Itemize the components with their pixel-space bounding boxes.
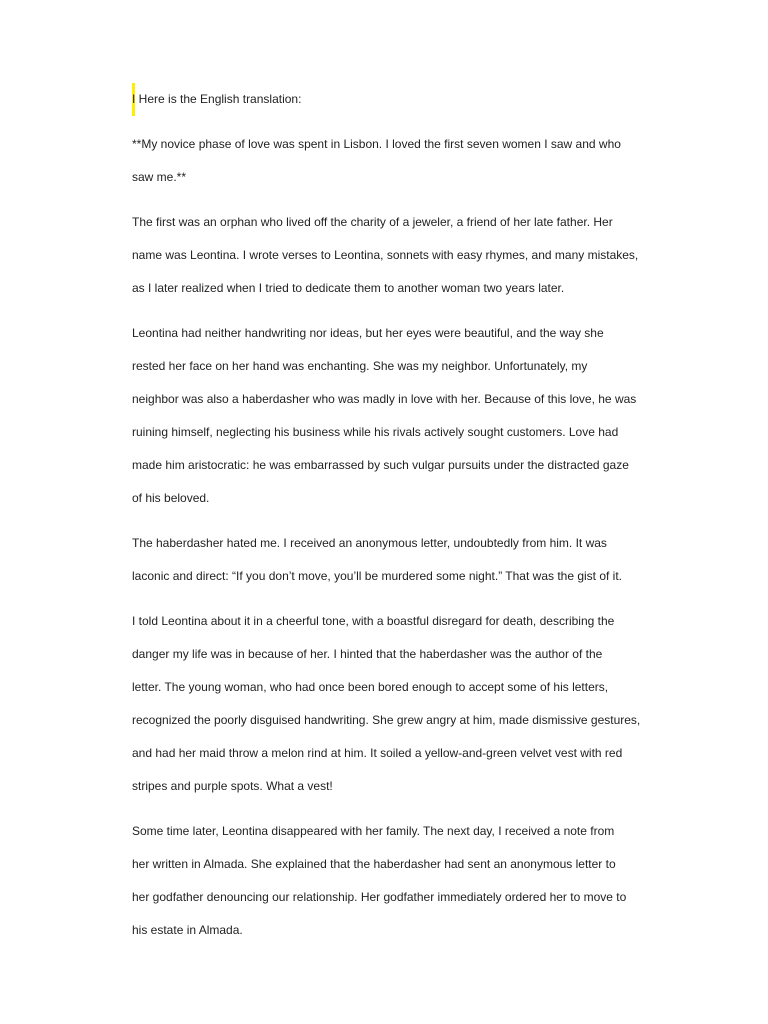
text-line: **My novice phase of love was spent in Lisbon. I loved the first seven women I saw and who bbox=[132, 137, 621, 151]
heading-line bbox=[132, 83, 642, 116]
text-line: his estate in Almada. bbox=[132, 923, 243, 937]
text-line: as I later realized when I tried to dedicate them to another woman two years later. bbox=[132, 281, 565, 295]
text-line: made him aristocratic: he was embarrassed by such vulgar pursuits under the distracted gaze bbox=[132, 458, 629, 472]
text-cursor-highlight: I bbox=[132, 83, 135, 116]
text-line: The first was an orphan who lived off the charity of a jeweler, a friend of her late father. Her bbox=[132, 215, 613, 229]
text-line: letter. The young woman, who had once been bored enough to accept some of his letters, bbox=[132, 680, 609, 694]
text-line: The haberdasher hated me. I received an anonymous letter, undoubtedly from him. It was bbox=[132, 536, 607, 550]
paragraph bbox=[132, 527, 642, 593]
heading-text: Here is the English translation: bbox=[135, 92, 302, 106]
text-line: stripes and purple spots. What a vest! bbox=[132, 779, 333, 793]
document-body[interactable] bbox=[132, 83, 642, 959]
paragraph bbox=[132, 317, 642, 515]
text-line: danger my life was in because of her. I hinted that the haberdasher was the author of the bbox=[132, 647, 603, 661]
paragraph bbox=[132, 815, 642, 947]
text-line: ruining himself, neglecting his business while his rivals actively sought customers. Love had bbox=[132, 425, 619, 439]
text-line: rested her face on her hand was enchanting. She was my neighbor. Unfortunately, my bbox=[132, 359, 588, 373]
text-line: recognized the poorly disguised handwriting. She grew angry at him, made dismissive gestures, bbox=[132, 713, 641, 727]
text-line: of his beloved. bbox=[132, 491, 210, 505]
paragraph bbox=[132, 206, 642, 305]
text-line: I told Leontina about it in a cheerful tone, with a boastful disregard for death, describing the bbox=[132, 614, 615, 628]
text-line: her godfather denouncing our relationship. Her godfather immediately ordered her to move to bbox=[132, 890, 627, 904]
text-line: and had her maid throw a melon rind at him. It soiled a yellow-and-green velvet vest with red bbox=[132, 746, 623, 760]
text-line: her written in Almada. She explained that the haberdasher had sent an anonymous letter to bbox=[132, 857, 616, 871]
paragraph bbox=[132, 128, 642, 194]
text-line: neighbor was also a haberdasher who was madly in love with her. Because of this love, he was bbox=[132, 392, 637, 406]
text-line: Leontina had neither handwriting nor ideas, but her eyes were beautiful, and the way she bbox=[132, 326, 604, 340]
text-line: saw me.** bbox=[132, 170, 187, 184]
text-line: Some time later, Leontina disappeared with her family. The next day, I received a note from bbox=[132, 824, 615, 838]
text-line: laconic and direct: “If you don’t move, you’ll be murdered some night.” That was the gist of it. bbox=[132, 569, 623, 583]
paragraph bbox=[132, 605, 642, 803]
text-line: name was Leontina. I wrote verses to Leontina, sonnets with easy rhymes, and many mistakes, bbox=[132, 248, 639, 262]
paragraph-list bbox=[132, 128, 642, 947]
